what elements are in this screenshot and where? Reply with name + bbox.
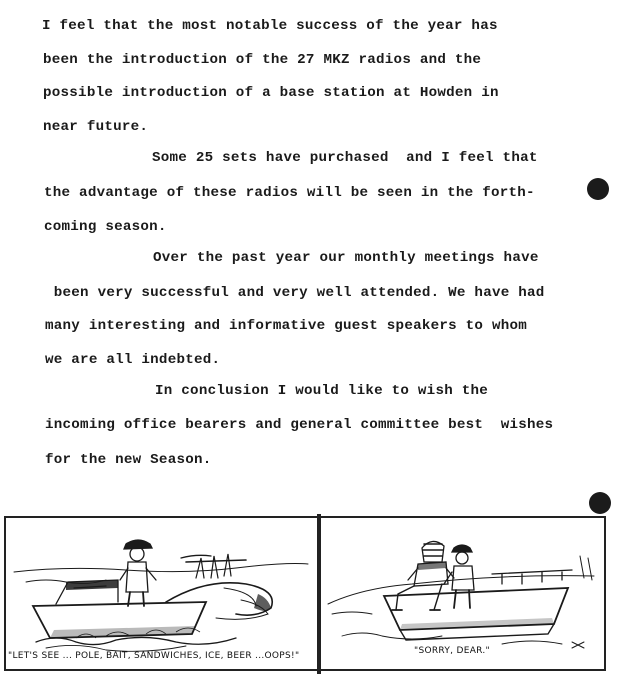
- punch-hole-upper: [587, 178, 609, 200]
- punch-hole-lower: [589, 492, 611, 514]
- text-line-8: Over the past year our monthly meetings have: [153, 250, 539, 266]
- text-line-5: Some 25 sets have purchased and I feel that: [152, 150, 538, 166]
- text-line-1: I feel that the most notable success of the year has: [42, 18, 498, 34]
- text-line-4: near future.: [43, 119, 149, 135]
- text-line-11: we are all indebted.: [45, 352, 221, 368]
- text-line-6: the advantage of these radios will be seen in the forth-: [44, 185, 535, 201]
- text-line-13: incoming office bearers and general committee best wishes: [45, 417, 554, 433]
- text-line-12: In conclusion I would like to wish the: [155, 383, 489, 399]
- text-line-9: been very successful and very well attended. We have had: [45, 285, 545, 301]
- text-line-14: for the new Season.: [45, 452, 212, 468]
- text-line-3: possible introduction of a base station at Howden in: [43, 85, 499, 101]
- text-line-10: many interesting and informative guest speakers to whom: [45, 318, 528, 334]
- boat-overload-illustration: [6, 518, 316, 669]
- cartoon-divider: [317, 514, 321, 674]
- text-line-7: coming season.: [44, 219, 167, 235]
- left-cartoon-caption: "LET'S SEE ... POLE, BAIT, SANDWICHES, ICE, BEER ...OOPS!": [8, 651, 300, 661]
- cartoon-panel-right: [322, 518, 604, 669]
- text-line-2: been the introduction of the 27 MKZ radios and the: [43, 52, 482, 68]
- cartoon-panel-left: [6, 518, 316, 669]
- right-cartoon-caption: "SORRY, DEAR.": [414, 646, 490, 656]
